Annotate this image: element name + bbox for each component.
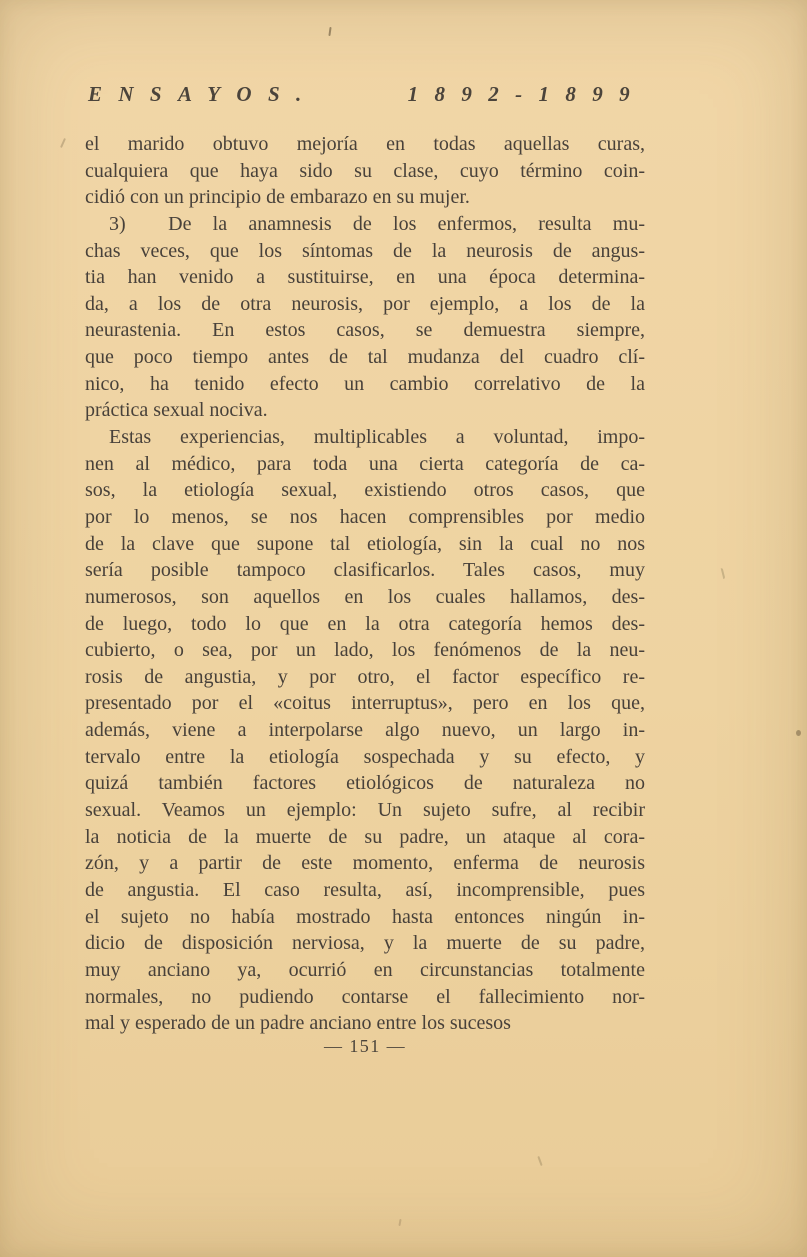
text-line: de angustia. El caso resulta, así, incomprensible, pues — [85, 878, 645, 901]
text-line: dicio de disposición nerviosa, y la muerte de su padre, — [85, 932, 645, 955]
text-line: cubierto, o sea, por un lado, los fenómenos de la neu- — [85, 639, 645, 662]
text-line: normales, no pudiendo contarse el fallecimiento nor- — [85, 985, 645, 1008]
text-line: sexual. Veamos un ejemplo: Un sujeto sufre, al recibir — [85, 799, 645, 822]
text-line: 3) De la anamnesis de los enfermos, resulta mu- — [109, 212, 645, 235]
text-line: muy anciano ya, ocurrió en circunstancias totalmente — [85, 958, 645, 981]
text-line: el marido obtuvo mejoría en todas aquellas curas, — [85, 133, 645, 155]
text-line: cualquiera que haya sido su clase, cuyo término coin- — [85, 159, 645, 182]
text-line: nico, ha tenido efecto un cambio correlativo de la — [85, 372, 645, 395]
text-line: que poco tiempo antes de tal mudanza del cuadro clí- — [85, 346, 645, 369]
text-line: por lo menos, se nos hacen comprensibles por medio — [85, 505, 645, 528]
text-line: sería posible tampoco clasificarlos. Tales casos, muy — [85, 559, 645, 582]
text-line: cidió con un principio de embarazo en su mujer. — [85, 186, 470, 209]
paragraph — [85, 211, 645, 424]
text-block — [85, 131, 645, 1037]
text-line: da, a los de otra neurosis, por ejemplo, a los de la — [85, 292, 645, 315]
text-line: de luego, todo lo que en la otra categoría hemos des- — [85, 612, 645, 635]
text-line: tia han venido a sustituirse, en una época determina- — [85, 266, 645, 289]
text-line: práctica sexual nociva. — [85, 399, 268, 422]
text-line: quizá también factores etiológicos de naturaleza no — [85, 772, 645, 795]
text-line: el sujeto no había mostrado hasta entonces ningún in- — [85, 905, 645, 928]
text-line: chas veces, que los síntomas de la neurosis de angus- — [85, 239, 645, 262]
page-header — [88, 82, 646, 107]
text-line: además, viene a interpolarse algo nuevo, un largo in- — [85, 719, 645, 742]
text-line: mal y esperado de un padre anciano entre los sucesos — [85, 1012, 511, 1035]
text-line: de la clave que supone tal etiología, sin la cual no nos — [85, 532, 645, 555]
text-line: sos, la etiología sexual, existiendo otros casos, que — [85, 479, 645, 502]
paper-speck — [398, 1219, 401, 1226]
text-line: presentado por el «coitus interruptus», pero en los que, — [85, 692, 645, 715]
paper-speck — [60, 138, 66, 148]
paragraph — [85, 131, 645, 211]
page-number: — 151 — — [323, 1036, 407, 1056]
text-line: rosis de angustia, y por otro, el factor específico re- — [85, 665, 645, 688]
text-line: numerosos, son aquellos en los cuales hallamos, des- — [85, 585, 645, 608]
paper-speck — [328, 27, 331, 36]
text-line: tervalo entre la etiología sospechada y su efecto, y — [85, 745, 645, 768]
text-line: neurastenia. En estos casos, se demuestra siempre, — [85, 319, 645, 342]
paper-speck — [796, 730, 801, 736]
text-line: nen al médico, para toda una cierta categoría de ca- — [85, 452, 645, 475]
text-line: Estas experiencias, multiplicables a voluntad, impo- — [109, 426, 645, 449]
paper-speck — [721, 568, 726, 579]
paragraph — [85, 424, 645, 1037]
header-title: ENSAYOS. — [88, 82, 318, 106]
paper-speck — [537, 1156, 542, 1166]
text-line: la noticia de la muerte de su padre, un ataque al cora- — [85, 825, 645, 848]
header-years: 1892-1899 — [407, 82, 646, 106]
text-line: zón, y a partir de este momento, enferma de neurosis — [85, 852, 645, 875]
